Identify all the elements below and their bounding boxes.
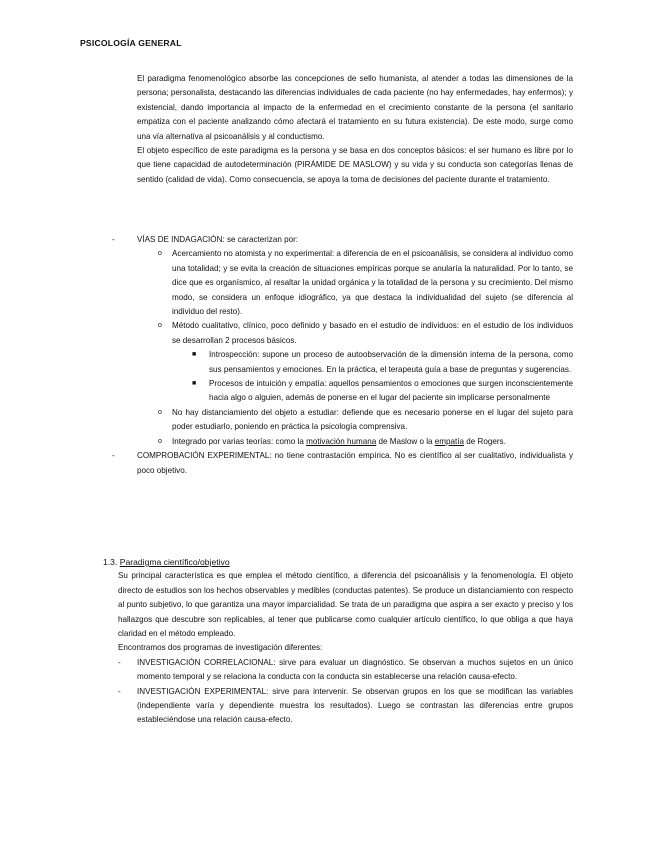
vias-list xyxy=(112,233,573,478)
vias-item-4-post: de Rogers. xyxy=(464,436,506,446)
vias-item-4-pre: Integrado por varias teorías: como la xyxy=(172,436,307,446)
list-item xyxy=(112,348,573,377)
intro-paragraph-2: El objeto específico de este paradigma es la persona y se basa en dos conceptos básicos: el ser humano es libre por lo que tiene capacidad de autodeterminación (PIRÁMIDE DE MASLOW) y su vida y su conducta son categorías llenas de sentido (calidad de vida). Como consecuencia, se apoya la toma de decisiones del paciente durante el tratamiento. xyxy=(137,146,573,184)
section-body xyxy=(103,569,573,727)
vias-item-4-mid: de Maslow o la xyxy=(376,436,435,446)
vias-item-2: Método cualitativo, clínico, poco definido y basado en el estudio de individuos: en el estudio de los individuos se desarrollan 2 procesos básicos. xyxy=(172,321,573,345)
dash-bullet-icon: - xyxy=(118,686,121,696)
list-item xyxy=(112,449,573,478)
list-item xyxy=(112,406,573,435)
list-item xyxy=(112,319,573,348)
investigacion-experimental: INVESTIGACIÓN EXPERIMENTAL: sirve para intervenir. Se observan grupos en los que se modifican las variables (independiente varía y dependiente muestra los resultados). Luego se contrastan las diferencias entre grupos estableciéndose una relación causa-efecto. xyxy=(137,686,573,725)
dash-bullet-icon: - xyxy=(118,657,121,667)
list-item xyxy=(112,435,573,449)
vias-item-3: No hay distanciamiento del objeto a estudiar: defiende que es necesario ponerse en el lugar del sujeto para poder estudiarlo, poniendo en práctica la psicología comprensiva. xyxy=(172,407,573,432)
circle-bullet-icon: o xyxy=(158,322,162,330)
intro-paragraph-1: El paradigma fenomenológico absorbe las concepciones de sello humanista, al atender a todas las dimensiones de la persona; personalista, destacando las diferencias individuales de cada paciente (no hay enfermedades, hay enfermos); y existencial, dando importancia al impacto de la enfermedad en el crecimiento constante de la persona (el sanitario empatiza con el paciente analizando cómo afectará el tratamiento en su futura existencia). De este modo, surge como una vía alternativa al psicoanálisis y al conductismo. xyxy=(137,74,573,141)
vias-heading: VÍAS DE INDAGACIÓN: se caracterizan por: xyxy=(137,235,299,244)
list-item xyxy=(112,377,573,406)
intro-block xyxy=(137,72,573,187)
section-title: Paradigma científico/objetivo xyxy=(119,557,230,567)
circle-bullet-icon: o xyxy=(158,408,162,416)
circle-bullet-icon: o xyxy=(158,437,162,445)
circle-bullet-icon: o xyxy=(158,250,162,258)
vias-heading-item xyxy=(112,233,573,247)
list-item xyxy=(118,685,573,728)
empatia-link[interactable]: empatía xyxy=(434,436,464,446)
section-heading xyxy=(103,555,573,569)
dash-bullet-icon: - xyxy=(112,451,115,461)
section-number: 1.3. xyxy=(103,557,118,567)
section-1-3 xyxy=(103,555,573,728)
investigacion-correlacional: INVESTIGACIÓN CORRELACIONAL: sirve para evaluar un diagnóstico. Se observan a muchos sujetos en un único momento temporal y se relaciona la conducta con la conducta sin establecerse una relación causa-efecto. xyxy=(137,657,573,682)
vias-subitem-1: Introspección: supone un proceso de autoobservación de la dimensión interna de la persona, como sus pensamientos y emociones. En la práctica, el terapeuta guía a base de preguntas y sugerencias. xyxy=(209,350,573,374)
square-bullet-icon: ■ xyxy=(192,351,197,359)
motivacion-humana-link[interactable]: motivación humana xyxy=(306,436,377,446)
page-header: PSICOLOGÍA GENERAL xyxy=(80,38,182,48)
vias-item-1: Acercamiento no atomista y no experimental: a diferencia de en el psicoanálisis, se considera al individuo como una totalidad; y se evita la creación de situaciones empíricas porque se anularía la naturalidad. Por lo tanto, se dice que es organísmico, al resaltar la unidad orgánica y la totalidad de la persona y su crecimiento. Del mismo modo, se considera un enfoque idiográfico, ya que destaca la individualidad del sujeto (se diferencia al individuo del resto). xyxy=(172,249,573,317)
section-paragraph-1: Su principal característica es que emplea el método científico, a diferencia del psicoanálisis y la fenomenología. El objeto directo de estudios son los hechos observables y medibles (conductas patentes). Se produce un distanciamiento con respecto al punto subjetivo, lo que garantiza una mayor imparcialidad. Se trata de un paradigma que aspira a ser exacto y preciso y los hallazgos que descubre son replicables, al tener que publicarse como cualquier artículo científico, lo que obliga a que haya claridad en el método empleado. xyxy=(118,571,573,639)
square-bullet-icon: ■ xyxy=(192,380,197,388)
list-item xyxy=(112,247,573,319)
comprobacion-item: COMPROBACIÓN EXPERIMENTAL: no tiene contrastación empírica. No es científico al ser cualitativo, individualista y poco objetivo. xyxy=(137,451,573,475)
section-paragraph-2: Encontramos dos programas de investigación diferentes: xyxy=(118,643,323,653)
dash-bullet-icon: - xyxy=(112,235,115,244)
vias-subitem-2: Procesos de intuición y empatía: aquellos pensamientos o emociones que surgen inconscientemente hacia algo o alguien, además de ponerse en el lugar del paciente sin implicarse personalmente xyxy=(209,379,573,403)
list-item xyxy=(118,656,573,685)
